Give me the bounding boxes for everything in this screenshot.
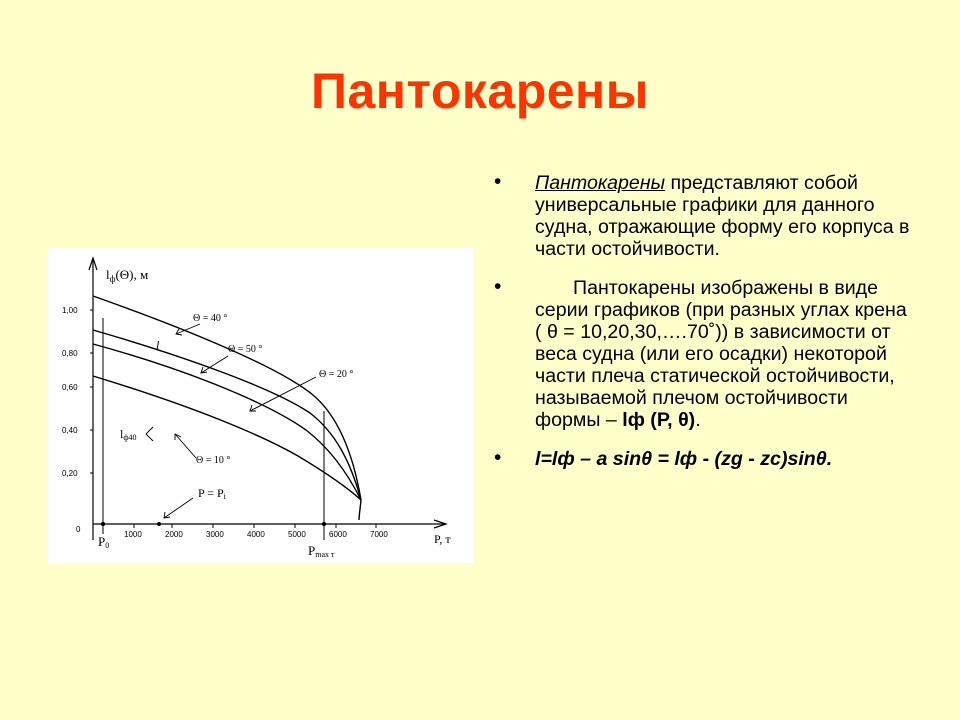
bullet-dot-icon: • — [494, 170, 502, 193]
bullet-dot-icon: • — [494, 275, 502, 298]
bullet-text: Пантокарены изображены в виде серии графиков (при разных углах крена ( θ = 10,20,30,….70˚)) в зависимости от веса судна (или его осадки) некоторой части плеча статической остойчивости, называемой плечом остойчивости формы – — [535, 277, 907, 431]
bullet-text-end: . — [695, 409, 701, 431]
y-tick-label: 0,40 — [62, 426, 78, 435]
lf40-label: lф40 — [120, 427, 137, 442]
y-axis-label: $l_ф(\Theta)$, м — [106, 267, 149, 284]
x-tick-label: 2000 — [165, 530, 183, 539]
y-tick-label: 0,60 — [62, 383, 78, 392]
bullet-list — [492, 172, 912, 487]
leader-line — [250, 377, 316, 411]
p1-marker-dot — [157, 522, 161, 526]
bullet-item — [492, 448, 912, 470]
x-tick-label: 1000 — [124, 530, 142, 539]
pantocarene-chart — [48, 248, 473, 563]
x-tick-label: 3000 — [206, 530, 224, 539]
p-eq-label: P = Pi — [198, 486, 226, 501]
x-tick-label: 7000 — [370, 530, 388, 539]
y-tick-label: 0,80 — [62, 349, 78, 358]
bullet-formula: l=lф – a sinθ = lф - (zg - zc)sinθ. — [535, 448, 833, 470]
x-tick-label: 4000 — [247, 530, 265, 539]
pantocarene-figure — [48, 248, 473, 563]
l-mark: l — [156, 338, 160, 352]
bullet-dot-icon: • — [494, 446, 502, 469]
leader-line — [146, 427, 153, 434]
leader-line — [201, 356, 228, 373]
curve-cusp — [359, 500, 361, 520]
bullet-item — [492, 277, 912, 431]
x-tick-label: 6000 — [329, 530, 347, 539]
pmax-label: Pmax т — [308, 543, 335, 559]
curve-label: Θ = 40 ° — [193, 313, 228, 324]
leader-line — [146, 434, 153, 441]
bullet-item — [492, 172, 912, 260]
curve-label: Θ = 50 ° — [228, 344, 263, 355]
p0-marker-dot — [101, 522, 105, 526]
bullet-text: представляют собой универсальные графики для данного судна, отражающие форму его корпуса в части остойчивости. — [535, 172, 910, 260]
y-tick-label: 0,20 — [62, 469, 78, 478]
bullet-bold-text: lф (Р, θ) — [622, 409, 696, 431]
curve-label: Θ = 10 ° — [196, 455, 231, 466]
y-tick-label: 1,00 — [62, 306, 78, 315]
pmax-marker-dot — [322, 522, 326, 526]
leader-line — [164, 498, 193, 518]
y-tick-label: 0 — [76, 525, 81, 534]
x-tick-label: 5000 — [288, 530, 306, 539]
curve-label: Θ = 20 ° — [319, 369, 354, 380]
bullet-term: Пантокарены — [535, 172, 666, 194]
slide-title: Пантокарены — [311, 63, 649, 119]
p0-label: P0 — [98, 534, 110, 550]
leader-line — [175, 434, 196, 458]
x-axis-label: P, т — [434, 532, 451, 546]
